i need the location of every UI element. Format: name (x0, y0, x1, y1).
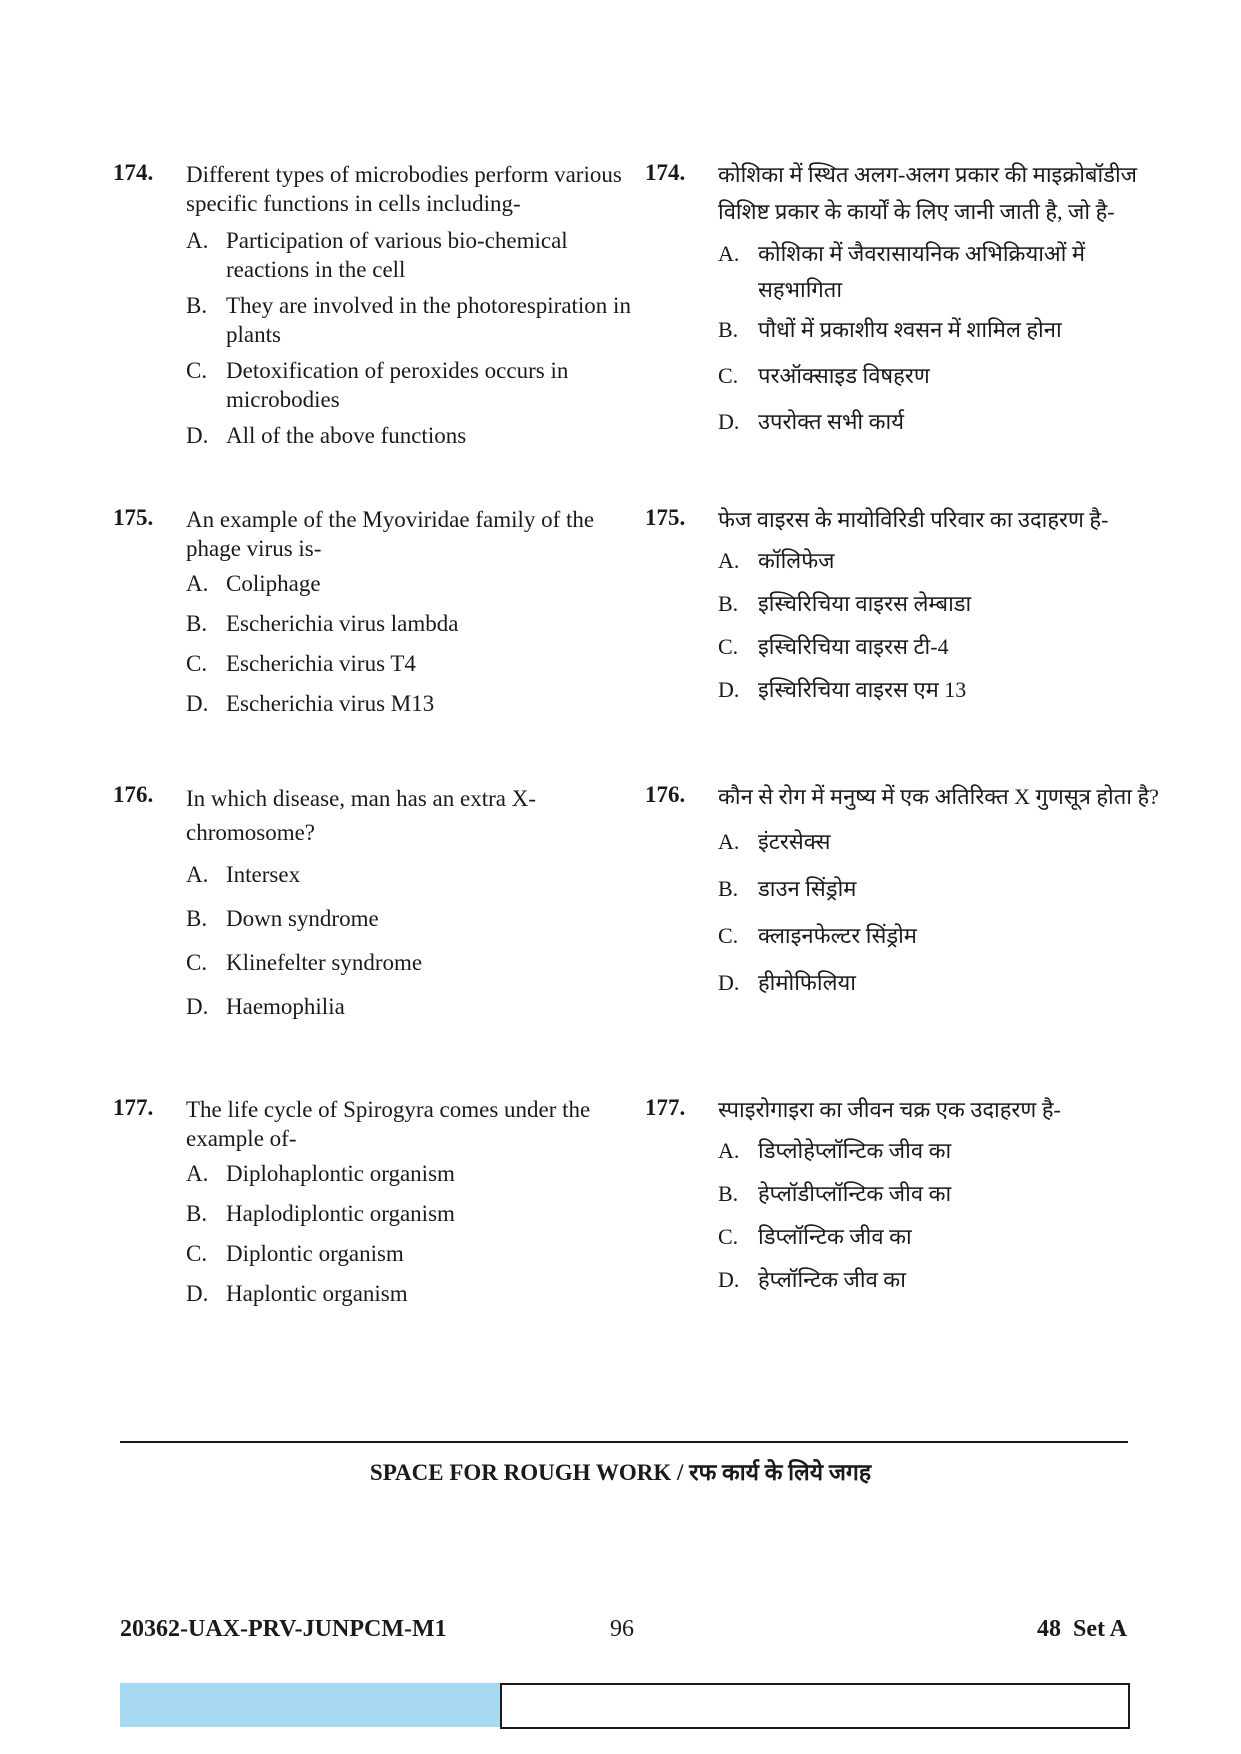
option-letter: B. (186, 611, 208, 636)
option-text: Intersex (226, 862, 301, 887)
question-number: 176. (113, 782, 154, 807)
option-letter: C. (718, 923, 739, 948)
option-a (718, 543, 1108, 579)
option-text: Haemophilia (226, 994, 345, 1019)
divider-line (120, 1441, 1128, 1443)
option-text: Klinefelter syndrome (226, 950, 423, 975)
option-letter: D. (718, 677, 740, 702)
option-letter: A. (718, 241, 740, 266)
option-text: Escherichia virus lambda (226, 611, 459, 636)
option-letter: A. (186, 571, 209, 596)
question-177-en (113, 1095, 633, 1308)
option-letter: A. (718, 829, 740, 854)
option-letter: D. (718, 1267, 740, 1292)
option-c (718, 1219, 1061, 1255)
accent-bar (120, 1683, 500, 1727)
option-letter: C. (186, 950, 208, 975)
option-text: इंटरसेक्स (758, 829, 831, 854)
question-number: 175. (113, 505, 154, 530)
option-text: Diplontic organism (226, 1241, 404, 1266)
option-text: Escherichia virus T4 (226, 651, 416, 676)
option-text: हीमोफिलिया (758, 970, 856, 995)
option-d (186, 421, 633, 450)
rough-work-heading: SPACE FOR ROUGH WORK / रफ कार्य के लिये जगह (369, 1460, 872, 1485)
option-d (718, 1262, 1061, 1298)
question-174-hi (645, 160, 1165, 440)
option-a (186, 226, 633, 284)
option-text: Detoxification of peroxides occurs in microbodies (226, 358, 569, 412)
option-c (718, 629, 1108, 665)
question-number: 177. (113, 1095, 154, 1120)
option-text: हेप्लॉडीप्लॉन्टिक जीव का (758, 1181, 952, 1206)
option-a (718, 236, 1165, 308)
option-text: Haplodiplontic organism (226, 1201, 455, 1226)
option-b (718, 312, 1165, 348)
question-text: फेज वाइरस के मायोविरिडी परिवार का उदाहरण है- (718, 507, 1109, 532)
option-letter: A. (186, 862, 209, 887)
option-letter: B. (718, 317, 739, 342)
option-text: इस्चिरिचिया वाइरस टी-4 (758, 634, 949, 659)
option-letter: C. (718, 363, 739, 388)
option-d (718, 965, 1159, 1001)
paper-code: 20362-UAX-PRV-JUNPCM-M1 (120, 1616, 447, 1642)
option-letter: C. (186, 1241, 208, 1266)
option-text: हेप्लॉन्टिक जीव का (758, 1267, 906, 1292)
question-number: 175. (645, 505, 686, 530)
empty-box (500, 1683, 1130, 1729)
option-text: डिप्लोहेप्लॉन्टिक जीव का (758, 1138, 952, 1163)
option-b (718, 586, 1108, 622)
option-letter: B. (718, 591, 739, 616)
option-text: पौधों में प्रकाशीय श्वसन में शामिल होना (758, 317, 1062, 342)
paper-number: 48 (1037, 1616, 1061, 1642)
question-text: स्पाइरोगाइरा का जीवन चक्र एक उदाहरण है- (718, 1097, 1061, 1122)
option-text: इस्चिरिचिया वाइरस एम 13 (758, 677, 967, 702)
option-text: All of the above functions (226, 423, 467, 448)
option-d (718, 404, 1165, 440)
option-c (186, 356, 633, 414)
option-a (186, 569, 633, 598)
option-letter: D. (186, 1281, 209, 1306)
option-text: कॉलिफेज (758, 548, 835, 573)
option-letter: B. (186, 293, 208, 318)
option-letter: C. (718, 1224, 739, 1249)
option-text: Down syndrome (226, 906, 379, 931)
set-label (1037, 1616, 1127, 1643)
option-c (186, 649, 633, 678)
question-number: 174. (113, 160, 154, 185)
option-d (186, 689, 633, 718)
option-b (718, 1176, 1061, 1212)
question-174-en (113, 160, 633, 450)
option-letter: A. (718, 1138, 740, 1163)
option-text: क्लाइनफेल्टर सिंड्रोम (758, 923, 917, 948)
option-b (718, 871, 1159, 907)
option-text: Diplohaplontic organism (226, 1161, 455, 1186)
option-b (186, 609, 633, 638)
question-number: 176. (645, 782, 686, 807)
question-176-hi (645, 782, 1159, 1001)
option-text: उपरोक्त सभी कार्य (758, 409, 904, 434)
option-d (186, 1279, 633, 1308)
question-text: An example of the Myoviridae family of the phage virus is- (186, 507, 595, 561)
set-name: Set A (1073, 1616, 1127, 1642)
option-a (718, 824, 1159, 860)
option-text: Coliphage (226, 571, 321, 596)
option-text: Participation of various bio-chemical reactions in the cell (226, 228, 568, 282)
option-a (186, 1159, 633, 1188)
question-175-hi (645, 505, 1108, 708)
option-b (186, 904, 633, 933)
question-176-en (113, 782, 633, 1021)
option-d (718, 672, 1108, 708)
option-c (718, 358, 1165, 394)
option-letter: A. (186, 1161, 209, 1186)
option-text: डाउन सिंड्रोम (758, 876, 857, 901)
option-letter: D. (718, 970, 740, 995)
option-text: परऑक्साइड विषहरण (758, 363, 930, 388)
question-175-en (113, 505, 633, 718)
option-letter: B. (186, 906, 208, 931)
question-177-hi (645, 1095, 1061, 1298)
option-text: Escherichia virus M13 (226, 691, 435, 716)
option-letter: B. (186, 1201, 208, 1226)
option-text: इस्चिरिचिया वाइरस लेम्बाडा (758, 591, 972, 616)
option-letter: A. (718, 548, 740, 573)
option-letter: B. (718, 876, 739, 901)
option-letter: D. (186, 423, 209, 448)
option-letter: B. (718, 1181, 739, 1206)
option-c (186, 1239, 633, 1268)
option-d (186, 992, 633, 1021)
question-text: The life cycle of Spirogyra comes under the example of- (186, 1097, 591, 1151)
option-c (186, 948, 633, 977)
option-text: डिप्लॉन्टिक जीव का (758, 1224, 912, 1249)
question-text: In which disease, man has an extra X-chromosome? (186, 786, 536, 845)
option-text: कोशिका में जैवरासायनिक अभिक्रियाओं में सहभागिता (758, 241, 1086, 302)
option-a (186, 860, 633, 889)
option-letter: D. (186, 994, 209, 1019)
option-text: They are involved in the photorespiration in plants (226, 293, 631, 347)
option-letter: C. (718, 634, 739, 659)
option-b (186, 1199, 633, 1228)
question-text: Different types of microbodies perform various specific functions in cells including- (186, 162, 622, 216)
option-letter: C. (186, 358, 208, 383)
option-letter: D. (718, 409, 740, 434)
question-text: कोशिका में स्थित अलग-अलग प्रकार की माइक्रोबॉडीज विशिष्ट प्रकार के कार्यों के लिए जानी जाती है, जो है- (718, 162, 1137, 224)
question-number: 174. (645, 160, 686, 185)
page-number: 96 (610, 1616, 634, 1642)
question-number: 177. (645, 1095, 686, 1120)
option-b (186, 291, 633, 349)
option-a (718, 1133, 1061, 1169)
option-letter: D. (186, 691, 209, 716)
question-text: कौन से रोग में मनुष्य में एक अतिरिक्त X गुणसूत्र होता है? (718, 784, 1159, 809)
option-letter: A. (186, 228, 209, 253)
option-letter: C. (186, 651, 208, 676)
option-c (718, 918, 1159, 954)
option-text: Haplontic organism (226, 1281, 408, 1306)
